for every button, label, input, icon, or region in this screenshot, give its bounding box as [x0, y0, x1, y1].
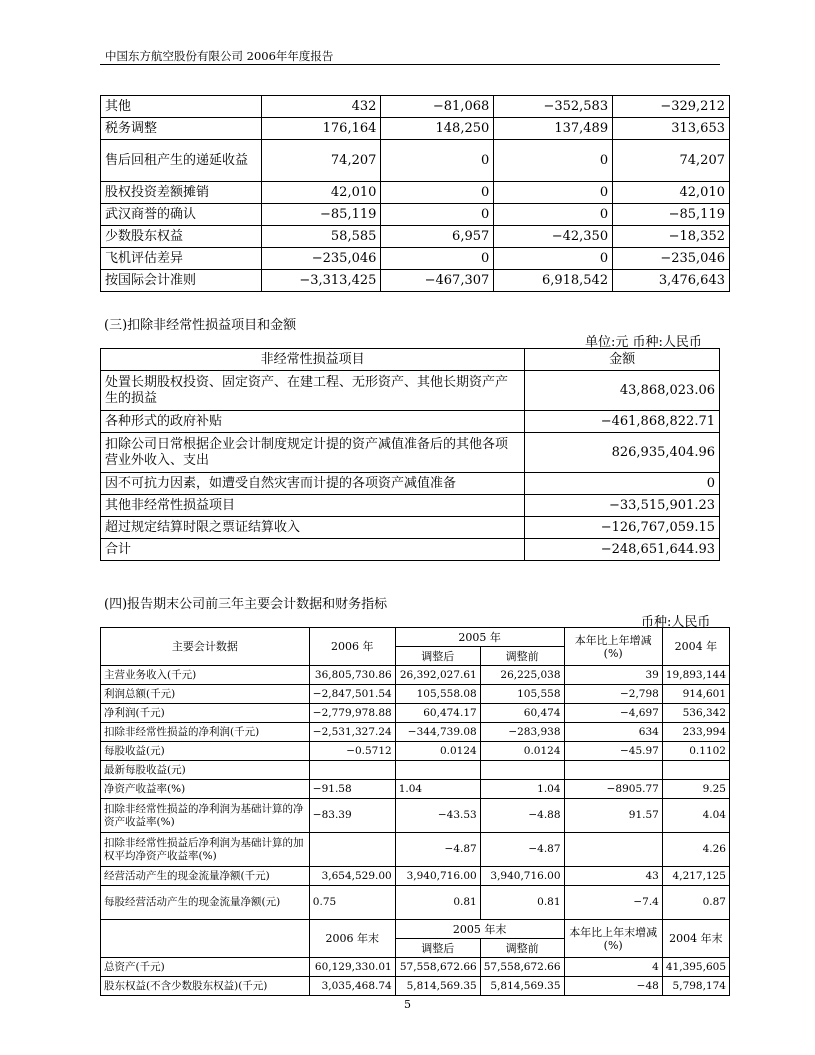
value-cell: 26,392,027.61 — [395, 666, 480, 685]
adjusted-before-header-2: 调整前 — [480, 939, 564, 958]
value-cell: 41,395,605 — [662, 958, 729, 977]
item-cell: 处置长期股权投资、固定资产、在建工程、无形资产、其他长期资产产生的损益 — [101, 371, 525, 411]
value-cell: 176,164 — [261, 118, 381, 140]
col-item-header: 非经常性损益项目 — [101, 349, 525, 371]
value-cell — [309, 833, 395, 867]
table-row — [101, 977, 730, 996]
value-cell: 6,918,542 — [494, 270, 613, 292]
value-cell — [564, 761, 662, 780]
amount-cell: 826,935,404.96 — [525, 433, 720, 473]
table-row — [101, 118, 730, 140]
amount-cell: −461,868,822.71 — [525, 411, 720, 433]
table-row — [101, 833, 730, 867]
row-label: 每股经营活动产生的现金流量净额(元) — [101, 886, 310, 920]
value-cell: 0 — [494, 248, 613, 270]
value-cell: 3,476,643 — [613, 270, 730, 292]
change-header: 本年比上年增减(%) — [564, 628, 662, 666]
item-cell: 扣除公司日常根据企业会计制度规定计提的资产减值准备后的其他各项营业外收入、支出 — [101, 433, 525, 473]
page-header: 中国东方航空股份有限公司 2006年年度报告 — [105, 49, 334, 63]
row-label: 净资产收益率(%) — [101, 780, 310, 799]
value-cell: 0 — [494, 140, 613, 182]
value-cell: 148,250 — [381, 118, 494, 140]
value-cell: 60,474 — [480, 704, 564, 723]
value-cell — [662, 761, 729, 780]
row-label: 按国际会计准则 — [101, 270, 262, 292]
value-cell: 5,814,569.35 — [480, 977, 564, 996]
value-cell: 74,207 — [261, 140, 381, 182]
value-cell: 57,558,672.66 — [480, 958, 564, 977]
financial-data-table — [100, 627, 730, 996]
year-end-2005-header: 2005 年末 — [395, 920, 564, 939]
value-cell: −81,068 — [381, 96, 494, 118]
reconciliation-table — [100, 95, 730, 292]
section4-title: (四)报告期末公司前三年主要会计数据和财务指标 — [104, 597, 388, 612]
row-label: 其他 — [101, 96, 262, 118]
value-cell: 0 — [381, 204, 494, 226]
value-cell: −85,119 — [261, 204, 381, 226]
section4-unit: 币种:人民币 — [641, 615, 711, 630]
value-cell: 4,217,125 — [662, 867, 729, 886]
value-cell: 5,814,569.35 — [395, 977, 480, 996]
value-cell: −4.88 — [480, 799, 564, 833]
value-cell: −7.4 — [564, 886, 662, 920]
value-cell: 91.57 — [564, 799, 662, 833]
value-cell: −3,313,425 — [261, 270, 381, 292]
value-cell: 0.0124 — [480, 742, 564, 761]
adjusted-before-header: 调整前 — [480, 647, 564, 666]
value-cell: −4,697 — [564, 704, 662, 723]
amount-cell: −126,767,059.15 — [525, 517, 720, 539]
row-label: 经营活动产生的现金流量净额(千元) — [101, 867, 310, 886]
table-row — [101, 495, 720, 517]
value-cell: 58,585 — [261, 226, 381, 248]
value-cell: 105,558.08 — [395, 685, 480, 704]
amount-cell: 43,868,023.06 — [525, 371, 720, 411]
value-cell: −283,938 — [480, 723, 564, 742]
row-label: 净利润(千元) — [101, 704, 310, 723]
year-2005-header: 2005 年 — [395, 628, 564, 647]
item-cell: 超过规定结算时限之票证结算收入 — [101, 517, 525, 539]
value-cell: 0.75 — [309, 886, 395, 920]
value-cell: −48 — [564, 977, 662, 996]
header-rule — [100, 64, 720, 65]
value-cell — [564, 833, 662, 867]
value-cell: −4.87 — [395, 833, 480, 867]
table-row — [101, 780, 730, 799]
value-cell: −0.5712 — [309, 742, 395, 761]
value-cell: −2,798 — [564, 685, 662, 704]
table-row — [101, 761, 730, 780]
adjusted-after-header-2: 调整后 — [395, 939, 480, 958]
value-cell: −4.87 — [480, 833, 564, 867]
value-cell: 105,558 — [480, 685, 564, 704]
section3-unit: 单位:元 币种:人民币 — [585, 335, 702, 350]
row-label: 税务调整 — [101, 118, 262, 140]
table-row — [101, 799, 730, 833]
value-cell: 4.26 — [662, 833, 729, 867]
value-cell: 60,129,330.01 — [309, 958, 395, 977]
value-cell: −329,212 — [613, 96, 730, 118]
item-cell: 因不可抗力因素，如遭受自然灾害而计提的各项资产减值准备 — [101, 473, 525, 495]
value-cell: 0.81 — [395, 886, 480, 920]
value-cell: 137,489 — [494, 118, 613, 140]
value-cell: 74,207 — [613, 140, 730, 182]
table-row — [101, 867, 730, 886]
value-cell: −2,531,327.24 — [309, 723, 395, 742]
value-cell: 313,653 — [613, 118, 730, 140]
value-cell — [480, 761, 564, 780]
table-row — [101, 433, 720, 473]
row-label: 最新每股收益(元) — [101, 761, 310, 780]
table-row — [101, 685, 730, 704]
value-cell: −8905.77 — [564, 780, 662, 799]
item-cell: 各种形式的政府补贴 — [101, 411, 525, 433]
amount-cell: −33,515,901.23 — [525, 495, 720, 517]
table-row — [101, 517, 720, 539]
value-cell: −45.97 — [564, 742, 662, 761]
row-label: 每股收益(元) — [101, 742, 310, 761]
table-row — [101, 96, 730, 118]
value-cell: −235,046 — [613, 248, 730, 270]
row-label: 主营业务收入(千元) — [101, 666, 310, 685]
year-2004-header: 2004 年 — [662, 628, 729, 666]
value-cell: 3,940,716.00 — [480, 867, 564, 886]
table-row — [101, 958, 730, 977]
amount-cell: 0 — [525, 473, 720, 495]
value-cell: 0.1102 — [662, 742, 729, 761]
value-cell: −2,779,978.88 — [309, 704, 395, 723]
value-cell: 36,805,730.86 — [309, 666, 395, 685]
value-cell: 39 — [564, 666, 662, 685]
row-label: 扣除非经常性损益后净利润为基础计算的加权平均净资产收益率(%) — [101, 833, 310, 867]
row-label: 武汉商誉的确认 — [101, 204, 262, 226]
value-cell: 42,010 — [613, 182, 730, 204]
amount-cell: −248,651,644.93 — [525, 539, 720, 561]
table-row — [101, 704, 730, 723]
value-cell: 42,010 — [261, 182, 381, 204]
value-cell: 0.0124 — [395, 742, 480, 761]
table-row — [101, 411, 720, 433]
value-cell: 536,342 — [662, 704, 729, 723]
table-row — [101, 742, 730, 761]
table-row — [101, 204, 730, 226]
table-row — [101, 226, 730, 248]
value-cell: 432 — [261, 96, 381, 118]
value-cell — [395, 761, 480, 780]
row-label: 扣除非经常性损益的净利润为基础计算的净资产收益率(%) — [101, 799, 310, 833]
value-cell: −235,046 — [261, 248, 381, 270]
table-row — [101, 270, 730, 292]
value-cell: 4 — [564, 958, 662, 977]
year-end-2004-header: 2004 年末 — [662, 920, 729, 958]
table-row — [101, 140, 730, 182]
value-cell — [309, 761, 395, 780]
value-cell: 19,893,144 — [662, 666, 729, 685]
section3-title: (三)扣除非经常性损益项目和金额 — [104, 318, 297, 333]
row-label: 少数股东权益 — [101, 226, 262, 248]
change-end-header: 本年比上年末增减(%) — [564, 920, 662, 958]
value-cell: −2,847,501.54 — [309, 685, 395, 704]
value-cell: 26,225,038 — [480, 666, 564, 685]
table-row — [101, 666, 730, 685]
value-cell: −91.58 — [309, 780, 395, 799]
value-cell: −352,583 — [494, 96, 613, 118]
table-row — [101, 539, 720, 561]
table-row — [101, 886, 730, 920]
value-cell: 0 — [381, 248, 494, 270]
value-cell: −43.53 — [395, 799, 480, 833]
row-label: 总资产(千元) — [101, 958, 310, 977]
table-row — [101, 371, 720, 411]
item-cell: 其他非经常性损益项目 — [101, 495, 525, 517]
value-cell: 0.87 — [662, 886, 729, 920]
main-data-header: 主要会计数据 — [101, 628, 310, 666]
blank-header-cell — [101, 920, 310, 958]
value-cell: −83.39 — [309, 799, 395, 833]
table-row — [101, 473, 720, 495]
value-cell: 914,601 — [662, 685, 729, 704]
value-cell: 4.04 — [662, 799, 729, 833]
value-cell: −42,350 — [494, 226, 613, 248]
non-recurring-table — [100, 348, 720, 561]
value-cell: −18,352 — [613, 226, 730, 248]
row-label: 扣除非经常性损益的净利润(千元) — [101, 723, 310, 742]
row-label: 股权投资差额摊销 — [101, 182, 262, 204]
item-cell: 合计 — [101, 539, 525, 561]
value-cell: 57,558,672.66 — [395, 958, 480, 977]
row-label: 利润总额(千元) — [101, 685, 310, 704]
value-cell: 1.04 — [480, 780, 564, 799]
value-cell: 0 — [494, 204, 613, 226]
value-cell: 3,654,529.00 — [309, 867, 395, 886]
value-cell: 60,474.17 — [395, 704, 480, 723]
year-end-2006-header: 2006 年末 — [309, 920, 395, 958]
value-cell: 1.04 — [395, 780, 480, 799]
row-label: 股东权益(不含少数股东权益)(千元) — [101, 977, 310, 996]
value-cell: 43 — [564, 867, 662, 886]
value-cell: 3,940,716.00 — [395, 867, 480, 886]
value-cell: 0 — [494, 182, 613, 204]
value-cell: −344,739.08 — [395, 723, 480, 742]
table-row — [101, 182, 730, 204]
value-cell: 0 — [381, 140, 494, 182]
year-2006-header: 2006 年 — [309, 628, 395, 666]
value-cell: −85,119 — [613, 204, 730, 226]
value-cell: 6,957 — [381, 226, 494, 248]
adjusted-after-header: 调整后 — [395, 647, 480, 666]
value-cell: 3,035,468.74 — [309, 977, 395, 996]
value-cell: 233,994 — [662, 723, 729, 742]
value-cell: 5,798,174 — [662, 977, 729, 996]
value-cell: −467,307 — [381, 270, 494, 292]
value-cell: 0.81 — [480, 886, 564, 920]
row-label: 售后回租产生的递延收益 — [101, 140, 262, 182]
page-number: 5 — [404, 998, 411, 1011]
row-label: 飞机评估差异 — [101, 248, 262, 270]
value-cell: 634 — [564, 723, 662, 742]
col-amount-header: 金额 — [525, 349, 720, 371]
table-row — [101, 248, 730, 270]
table-row — [101, 723, 730, 742]
value-cell: 9.25 — [662, 780, 729, 799]
value-cell: 0 — [381, 182, 494, 204]
